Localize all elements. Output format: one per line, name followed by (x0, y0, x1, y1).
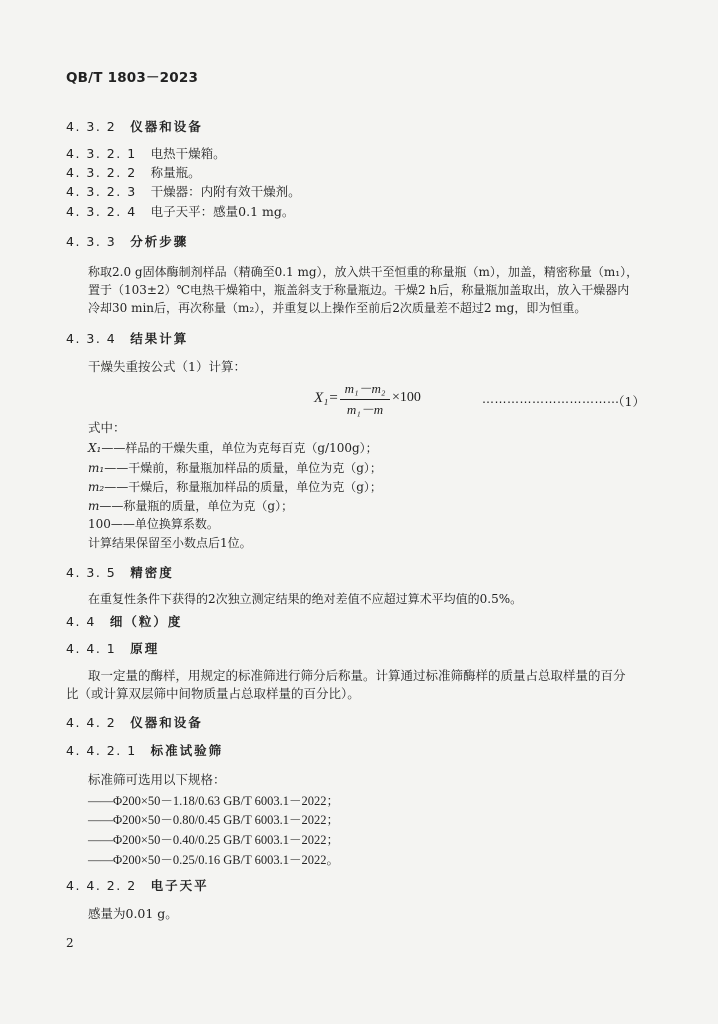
section-number: 4. 3. 3 (66, 234, 117, 249)
list-item (66, 146, 226, 162)
item-text: 称量瓶。 (150, 165, 201, 180)
section-number: 4. 4 (66, 614, 96, 629)
formula-fraction (340, 380, 390, 419)
section-number: 4. 4. 2. 2 (66, 878, 137, 893)
item-text: 电热干燥箱。 (150, 146, 226, 161)
section-title: 仪器和设备 (130, 715, 203, 730)
section-number: 4. 3. 4 (66, 331, 117, 346)
list-item (66, 204, 294, 220)
section-number: 4. 4. 2. 1 (66, 743, 137, 758)
where-label: 式中： (88, 420, 126, 435)
section-heading-4-3-5 (66, 565, 174, 581)
variable-definition (88, 460, 382, 476)
formula-rhs: ×100 (392, 390, 421, 405)
formula-lhs: X₁= (314, 390, 339, 406)
paragraph-line: 取一定量的酶样，用规定的标准筛进行筛分后称量。计算通过标准筛酶样的质量占总取样量的百分 (88, 668, 626, 683)
variable-desc: ——干燥后，称量瓶加样品的质量，单位为克（g）； (104, 480, 382, 494)
section-heading-4-4-2-2 (66, 878, 209, 894)
variable-definition (88, 516, 219, 532)
variable-definition (88, 440, 378, 456)
section-title: 精密度 (130, 565, 174, 580)
formula-numerator: m₁－m₂ (344, 381, 386, 396)
list-item (66, 165, 201, 181)
variable-symbol: m₁ (88, 461, 105, 475)
section-number: 4. 4. 2 (66, 715, 117, 730)
item-number: 4. 3. 2. 1 (66, 146, 137, 161)
section-number: 4. 3. 2 (66, 119, 117, 134)
sieve-spec: ——Φ200×50－0.25/0.16 GB/T 6003.1－2022。 (88, 853, 340, 867)
item-text: 电子天平：感量0.1 mg。 (150, 204, 295, 219)
variable-desc: ——样品的干燥失重，单位为克每百克（g/100g）； (101, 441, 378, 455)
section-title: 电子天平 (150, 878, 209, 893)
item-number: 4. 3. 2. 4 (66, 204, 137, 219)
section-number: 4. 3. 5 (66, 565, 117, 580)
paragraph-line: 在重复性条件下获得的2次独立测定结果的绝对差值不应超过算术平均值的0.5%。 (88, 592, 523, 606)
section-heading-4-4-1 (66, 641, 159, 657)
section-title: 分析步骤 (130, 234, 189, 249)
section-title: 结果计算 (130, 331, 189, 346)
paragraph-line: 称取2.0 g固体酶制剂样品（精确至0.1 mg），放入烘干至恒重的称量瓶（m），加盖，精密称量（m₁）， (88, 265, 639, 279)
list-item (66, 184, 301, 200)
section-heading-4-3-4 (66, 331, 188, 347)
variable-symbol: X₁ (88, 441, 102, 455)
sieve-spec: ——Φ200×50－0.40/0.25 GB/T 6003.1－2022； (88, 833, 340, 847)
paragraph-line: 比（或计算双层筛中间物质量占总取样量的百分比）。 (66, 686, 360, 701)
variable-symbol: m (88, 499, 100, 513)
section-heading-4-4-2-1 (66, 743, 223, 759)
section-title: 标准试验筛 (150, 743, 224, 758)
paragraph-line: 冷却30 min后，再次称量（m₂），并重复以上操作至前后2次质量差不超过2 mg，即为恒重。 (88, 301, 587, 315)
section-title: 细（粒）度 (109, 614, 183, 629)
formula-intro: 干燥失重按公式（1）计算： (88, 359, 246, 374)
section-title: 原理 (130, 641, 160, 656)
section-heading-4-4 (66, 614, 182, 630)
rounding-note: 计算结果保留至小数点后1位。 (88, 536, 252, 550)
section-number: 4. 4. 1 (66, 641, 117, 656)
sieve-spec: ——Φ200×50－1.18/0.63 GB/T 6003.1－2022； (88, 794, 340, 808)
sieve-intro: 标准筛可选用以下规格： (88, 772, 226, 787)
variable-definition (88, 479, 382, 495)
variable-definition (88, 498, 293, 514)
equation-number: （1） (612, 394, 645, 409)
variable-symbol: 100 (88, 517, 111, 531)
variable-desc: ——单位换算系数。 (110, 517, 219, 531)
item-number: 4. 3. 2. 3 (66, 184, 137, 199)
leader-dots: …………………………… (482, 392, 620, 406)
standard-code: QB/T 1803－2023 (66, 70, 199, 86)
paragraph-line: 置于（103±2）℃电热干燥箱中，瓶盖斜支于称量瓶边。干燥2 h后，称量瓶加盖取出，放入干燥器内 (88, 283, 630, 297)
variable-symbol: m₂ (88, 480, 105, 494)
sieve-spec: ——Φ200×50－0.80/0.45 GB/T 6003.1－2022； (88, 813, 340, 827)
page-number: 2 (66, 936, 74, 950)
item-text: 干燥器：内附有效干燥剂。 (150, 184, 301, 199)
section-heading-4-3-2 (66, 119, 203, 135)
variable-desc: ——干燥前，称量瓶加样品的质量，单位为克（g）； (104, 461, 382, 475)
item-number: 4. 3. 2. 2 (66, 165, 137, 180)
variable-desc: ——称量瓶的质量，单位为克（g）； (99, 499, 294, 513)
formula-1 (314, 380, 434, 420)
fraction-bar (340, 399, 390, 400)
section-heading-4-4-2 (66, 715, 203, 731)
formula-denominator: m₁－m (346, 402, 384, 417)
paragraph-line: 感量为0.01 g。 (88, 906, 178, 921)
section-heading-4-3-3 (66, 234, 188, 250)
section-title: 仪器和设备 (130, 119, 203, 134)
